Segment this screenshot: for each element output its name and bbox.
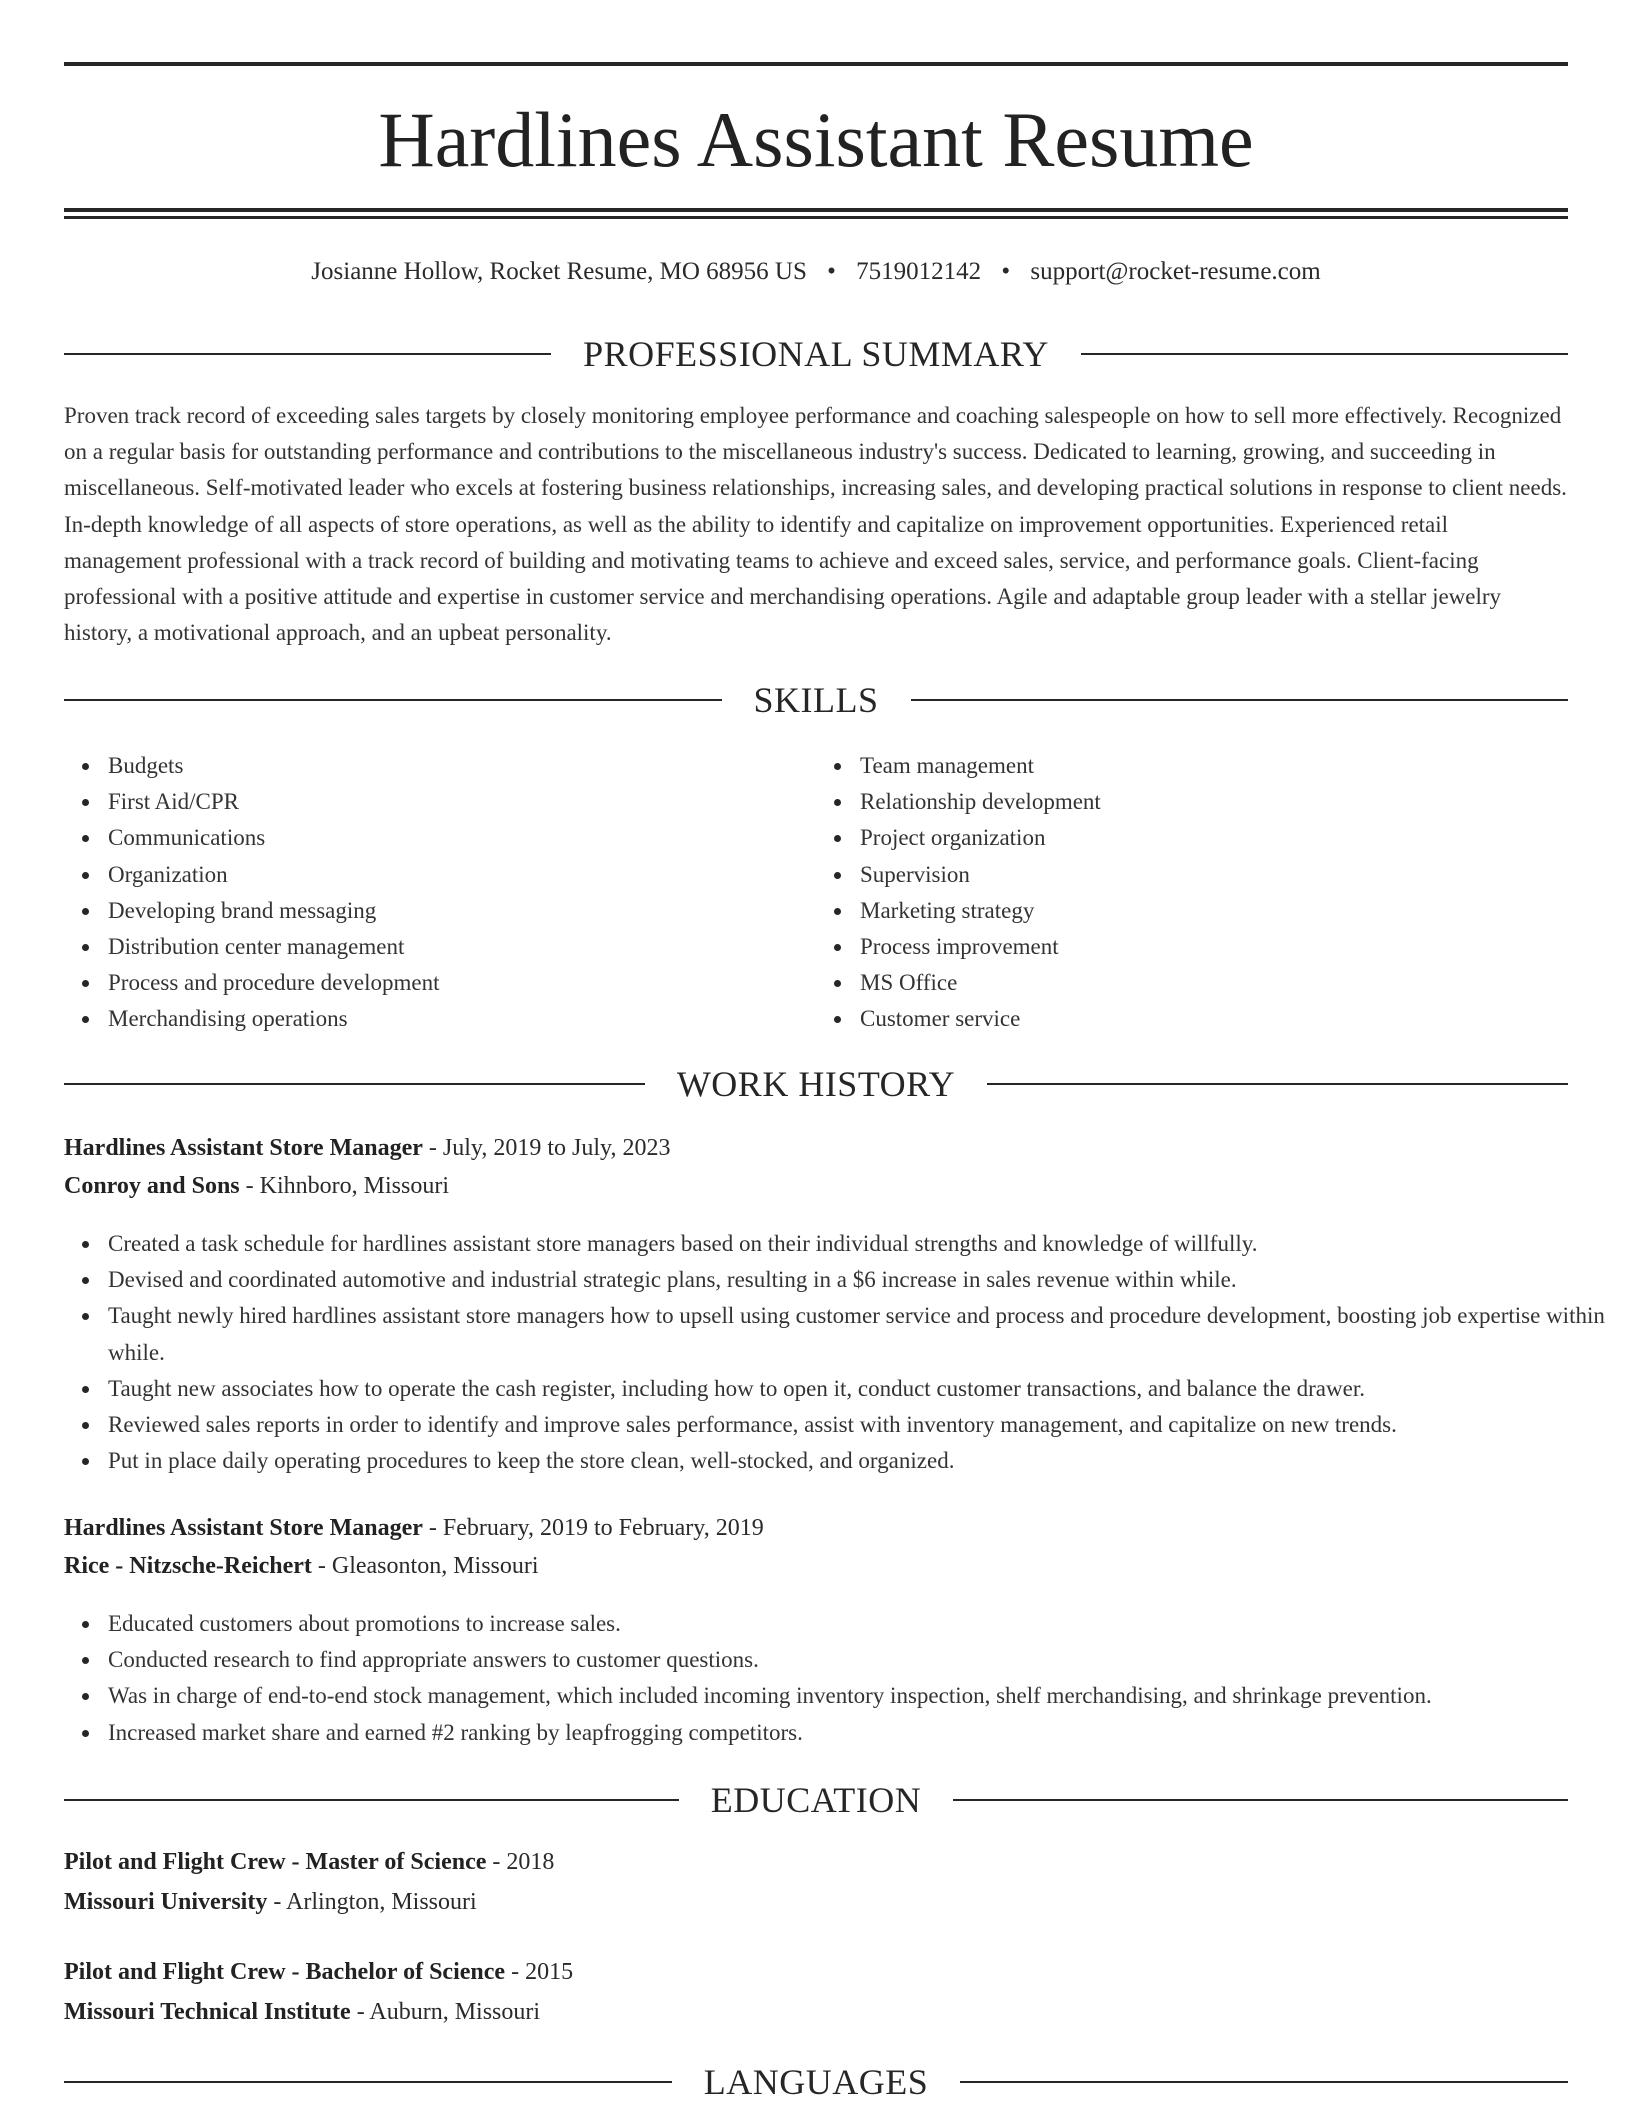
job-company: Conroy and Sons — [64, 1173, 240, 1199]
skill-item: Distribution center management — [108, 929, 816, 965]
job-location: Gleasonton, Missouri — [331, 1553, 539, 1579]
section-heading-work — [64, 1062, 1568, 1106]
duty-item: Conducted research to find appropriate answers to customer questions. — [108, 1642, 1612, 1678]
skill-item: Process and procedure development — [108, 965, 816, 1001]
dash: - — [267, 1889, 286, 1915]
job-duties-list — [64, 1226, 1612, 1479]
heading-rule-right — [960, 2081, 1568, 2083]
section-heading-skills — [64, 678, 1568, 722]
skill-item: Supervision — [860, 857, 1568, 893]
resume-title: Hardlines Assistant Resume — [378, 96, 1254, 183]
skill-item: First Aid/CPR — [108, 784, 816, 820]
title-rule-upper — [64, 208, 1568, 212]
heading-rule-left — [64, 1083, 645, 1085]
dash: - — [505, 1959, 526, 1985]
skill-item: Developing brand messaging — [108, 893, 816, 929]
skills-list-left — [64, 748, 816, 1038]
contact-phone: 7519012142 — [856, 258, 982, 285]
duty-item: Increased market share and earned #2 ranking by leapfrogging competitors. — [108, 1715, 1612, 1751]
skill-item: Process improvement — [860, 929, 1568, 965]
school-location: Auburn, Missouri — [369, 1999, 541, 2025]
job-dates: February, 2019 to February, 2019 — [442, 1515, 764, 1541]
heading-rule-left — [64, 699, 722, 701]
job-title-line — [64, 1509, 764, 1547]
heading-rule-left — [64, 353, 551, 355]
degree-year: 2018 — [506, 1849, 555, 1875]
job-dates: July, 2019 to July, 2023 — [442, 1135, 671, 1161]
job-company: Rice - Nitzsche-Reichert — [64, 1553, 312, 1579]
section-title-summary: PROFESSIONAL SUMMARY — [583, 334, 1049, 374]
job-location: Kihnboro, Missouri — [259, 1173, 449, 1199]
contact-separator: • — [827, 258, 836, 285]
skill-item: MS Office — [860, 965, 1568, 1001]
job-title: Hardlines Assistant Store Manager — [64, 1135, 423, 1161]
section-title-languages: LANGUAGES — [703, 2062, 929, 2102]
heading-rule-left — [64, 2081, 672, 2083]
section-heading-education — [64, 1778, 1568, 1822]
skills-list-right — [816, 748, 1568, 1038]
section-title-skills: SKILLS — [753, 680, 879, 720]
duty-item: Taught new associates how to operate the cash register, including how to open it, conduct customer transactions, and balance the drawer. — [108, 1371, 1612, 1407]
skill-item: Project organization — [860, 820, 1568, 856]
duty-item: Reviewed sales reports in order to identify and improve sales performance, assist with inventory management, and capitalize on new trends. — [108, 1407, 1612, 1443]
section-title-work: WORK HISTORY — [676, 1064, 956, 1104]
job-company-line — [64, 1547, 539, 1585]
heading-rule-right — [987, 1083, 1568, 1085]
school: Missouri University — [64, 1889, 268, 1915]
skill-item: Team management — [860, 748, 1568, 784]
school-location: Arlington, Missouri — [286, 1889, 477, 1915]
skill-item: Merchandising operations — [108, 1001, 816, 1037]
degree-year: 2015 — [525, 1959, 574, 1985]
dash: - — [350, 1999, 370, 2025]
dash: - — [486, 1849, 507, 1875]
section-heading-languages — [64, 2060, 1568, 2104]
summary-text: Proven track record of exceeding sales targets by closely monitoring employee performance and coaching salespeople on how to sell more effectively. Recognized on a regular basis for outstanding performance and contributions to the miscellaneous industry's success. Dedicated to learning, growing, and succeeding in miscellaneous. Self-motivated leader who excels at fostering business relationships, increasing sales, and developing practical solutions in response to client needs. In-depth knowledge of all aspects of store operations, as well as the ability to identify and capitalize on improvement opportunities. Experienced retail management professional with a track record of building and motivating teams to achieve and exceed sales, service, and performance goals. Client-facing professional with a positive attitude and expertise in customer service and merchandising operations. Agile and adaptable group leader with a stellar jewelry history, a motivational approach, and an upbeat personality. — [64, 403, 1567, 646]
duty-item: Put in place daily operating procedures to keep the store clean, well-stocked, and organized. — [108, 1443, 1612, 1479]
section-heading-summary — [64, 332, 1568, 376]
degree-line — [64, 1953, 573, 1991]
dash: - — [422, 1135, 443, 1161]
school: Missouri Technical Institute — [64, 1999, 351, 2025]
top-rule — [64, 62, 1568, 66]
heading-rule-left — [64, 1799, 679, 1801]
skill-item: Communications — [108, 820, 816, 856]
duty-item: Educated customers about promotions to increase sales. — [108, 1606, 1612, 1642]
skill-item: Customer service — [860, 1001, 1568, 1037]
section-title-education: EDUCATION — [710, 1780, 922, 1820]
degree-line — [64, 1843, 554, 1881]
contact-email: support@rocket-resume.com — [1030, 258, 1321, 285]
dash: - — [239, 1173, 260, 1199]
job-title-line — [64, 1129, 670, 1167]
heading-rule-right — [953, 1799, 1568, 1801]
title-rule-lower — [64, 216, 1568, 219]
skill-item: Organization — [108, 857, 816, 893]
degree: Pilot and Flight Crew - Bachelor of Science — [64, 1959, 506, 1985]
job-title: Hardlines Assistant Store Manager — [64, 1515, 423, 1541]
heading-rule-right — [1081, 353, 1568, 355]
degree: Pilot and Flight Crew - Master of Science — [64, 1849, 487, 1875]
dash: - — [422, 1515, 443, 1541]
duty-item: Was in charge of end-to-end stock management, which included incoming inventory inspection, shelf merchandising, and shrinkage prevention. — [108, 1678, 1612, 1714]
school-line — [64, 1883, 477, 1921]
dash: - — [311, 1553, 332, 1579]
school-line — [64, 1993, 540, 2031]
skill-item: Marketing strategy — [860, 893, 1568, 929]
contact-line — [64, 254, 1568, 290]
contact-separator: • — [1001, 258, 1011, 285]
skills-columns — [64, 748, 1568, 1038]
heading-rule-right — [911, 699, 1569, 701]
duty-item: Devised and coordinated automotive and industrial strategic plans, resulting in a $6 increase in sales revenue within while. — [108, 1262, 1612, 1298]
job-duties-list — [64, 1606, 1612, 1751]
duty-item: Taught newly hired hardlines assistant store managers how to upsell using customer service and process and procedure development, boosting job expertise within while. — [108, 1298, 1612, 1370]
skill-item: Relationship development — [860, 784, 1568, 820]
skill-item: Budgets — [108, 748, 816, 784]
job-company-line — [64, 1167, 449, 1205]
contact-address: Josianne Hollow, Rocket Resume, MO 68956 US — [311, 258, 807, 285]
duty-item: Created a task schedule for hardlines assistant store managers based on their individual strengths and knowledge of willfully. — [108, 1226, 1612, 1262]
